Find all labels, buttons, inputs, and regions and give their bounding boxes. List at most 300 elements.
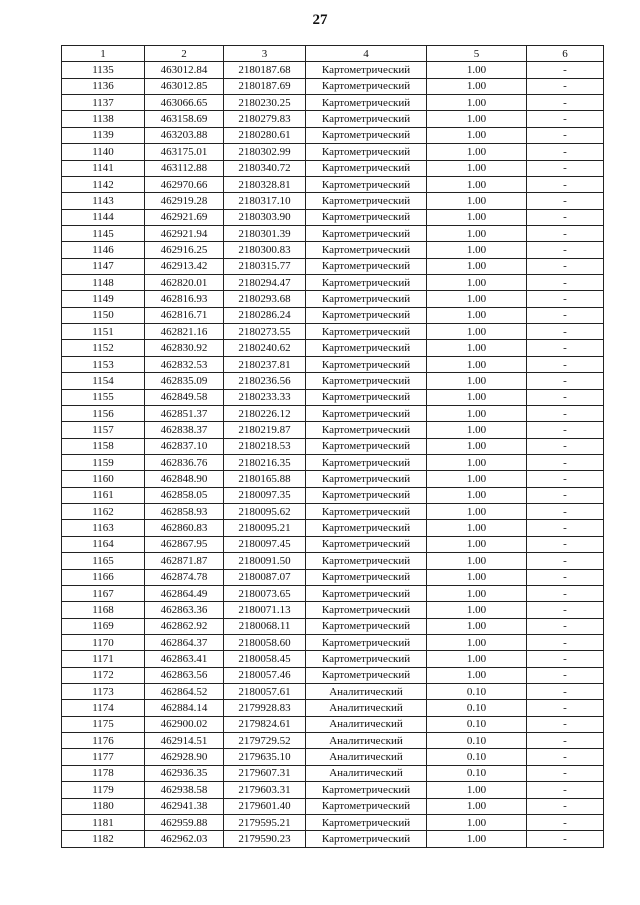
- method-cell: Картометрический: [306, 160, 427, 176]
- accuracy-cell: 1.00: [427, 618, 527, 634]
- accuracy-cell: 1.00: [427, 651, 527, 667]
- accuracy-cell: 1.00: [427, 209, 527, 225]
- table-header-row: [62, 46, 604, 62]
- note-cell: -: [527, 487, 604, 503]
- x-coordinate-cell: 462837.10: [145, 438, 224, 454]
- method-cell: Аналитический: [306, 733, 427, 749]
- x-coordinate-cell: 463112.88: [145, 160, 224, 176]
- y-coordinate-cell: 2180097.35: [224, 487, 306, 503]
- point-number-cell: 1167: [62, 585, 145, 601]
- table-row: [62, 324, 604, 340]
- y-coordinate-cell: 2180286.24: [224, 307, 306, 323]
- note-cell: -: [527, 733, 604, 749]
- note-cell: -: [527, 356, 604, 372]
- point-number-cell: 1139: [62, 127, 145, 143]
- accuracy-cell: 0.10: [427, 716, 527, 732]
- y-coordinate-cell: 2180071.13: [224, 602, 306, 618]
- y-coordinate-cell: 2180279.83: [224, 111, 306, 127]
- note-cell: -: [527, 307, 604, 323]
- table-row: [62, 307, 604, 323]
- note-cell: -: [527, 209, 604, 225]
- table-row: [62, 438, 604, 454]
- y-coordinate-cell: 2180303.90: [224, 209, 306, 225]
- accuracy-cell: 1.00: [427, 144, 527, 160]
- x-coordinate-cell: 462816.93: [145, 291, 224, 307]
- accuracy-cell: 1.00: [427, 307, 527, 323]
- accuracy-cell: 0.10: [427, 749, 527, 765]
- x-coordinate-cell: 463012.85: [145, 78, 224, 94]
- y-coordinate-cell: 2180315.77: [224, 258, 306, 274]
- table-row: [62, 95, 604, 111]
- point-number-cell: 1135: [62, 62, 145, 78]
- x-coordinate-cell: 462921.69: [145, 209, 224, 225]
- x-coordinate-cell: 462936.35: [145, 765, 224, 781]
- point-number-cell: 1140: [62, 144, 145, 160]
- method-cell: Картометрический: [306, 831, 427, 847]
- accuracy-cell: 1.00: [427, 782, 527, 798]
- table-row: [62, 700, 604, 716]
- accuracy-cell: 1.00: [427, 422, 527, 438]
- table-row: [62, 814, 604, 830]
- table-row: [62, 422, 604, 438]
- column-header: 1: [62, 46, 145, 62]
- x-coordinate-cell: 463158.69: [145, 111, 224, 127]
- table-row: [62, 765, 604, 781]
- note-cell: -: [527, 422, 604, 438]
- x-coordinate-cell: 462860.83: [145, 520, 224, 536]
- table-row: [62, 275, 604, 291]
- table-row: [62, 684, 604, 700]
- note-cell: -: [527, 291, 604, 307]
- note-cell: -: [527, 569, 604, 585]
- x-coordinate-cell: 462871.87: [145, 553, 224, 569]
- note-cell: -: [527, 62, 604, 78]
- note-cell: -: [527, 520, 604, 536]
- method-cell: Картометрический: [306, 291, 427, 307]
- note-cell: -: [527, 405, 604, 421]
- table-row: [62, 504, 604, 520]
- point-number-cell: 1164: [62, 536, 145, 552]
- table-row: [62, 78, 604, 94]
- method-cell: Картометрический: [306, 242, 427, 258]
- table-row: [62, 356, 604, 372]
- note-cell: -: [527, 78, 604, 94]
- x-coordinate-cell: 462862.92: [145, 618, 224, 634]
- method-cell: Картометрический: [306, 651, 427, 667]
- accuracy-cell: 0.10: [427, 700, 527, 716]
- table-row: [62, 454, 604, 470]
- accuracy-cell: 1.00: [427, 258, 527, 274]
- method-cell: Картометрический: [306, 618, 427, 634]
- y-coordinate-cell: 2180226.12: [224, 405, 306, 421]
- method-cell: Картометрический: [306, 602, 427, 618]
- y-coordinate-cell: 2180273.55: [224, 324, 306, 340]
- y-coordinate-cell: 2180165.88: [224, 471, 306, 487]
- y-coordinate-cell: 2180087.07: [224, 569, 306, 585]
- y-coordinate-cell: 2180230.25: [224, 95, 306, 111]
- x-coordinate-cell: 462821.16: [145, 324, 224, 340]
- x-coordinate-cell: 462858.93: [145, 504, 224, 520]
- point-number-cell: 1175: [62, 716, 145, 732]
- note-cell: -: [527, 634, 604, 650]
- table-row: [62, 389, 604, 405]
- x-coordinate-cell: 462849.58: [145, 389, 224, 405]
- y-coordinate-cell: 2180293.68: [224, 291, 306, 307]
- x-coordinate-cell: 462830.92: [145, 340, 224, 356]
- x-coordinate-cell: 462874.78: [145, 569, 224, 585]
- table-row: [62, 487, 604, 503]
- point-number-cell: 1149: [62, 291, 145, 307]
- y-coordinate-cell: 2180058.45: [224, 651, 306, 667]
- point-number-cell: 1151: [62, 324, 145, 340]
- table-row: [62, 176, 604, 192]
- column-header: 3: [224, 46, 306, 62]
- accuracy-cell: 1.00: [427, 504, 527, 520]
- note-cell: -: [527, 684, 604, 700]
- point-number-cell: 1146: [62, 242, 145, 258]
- table-row: [62, 651, 604, 667]
- point-number-cell: 1153: [62, 356, 145, 372]
- note-cell: -: [527, 553, 604, 569]
- note-cell: -: [527, 471, 604, 487]
- method-cell: Аналитический: [306, 700, 427, 716]
- table-row: [62, 291, 604, 307]
- table-row: [62, 340, 604, 356]
- point-number-cell: 1180: [62, 798, 145, 814]
- accuracy-cell: 1.00: [427, 438, 527, 454]
- point-number-cell: 1158: [62, 438, 145, 454]
- method-cell: Картометрический: [306, 667, 427, 683]
- x-coordinate-cell: 462820.01: [145, 275, 224, 291]
- point-number-cell: 1147: [62, 258, 145, 274]
- note-cell: -: [527, 749, 604, 765]
- method-cell: Картометрический: [306, 569, 427, 585]
- point-number-cell: 1169: [62, 618, 145, 634]
- x-coordinate-cell: 462962.03: [145, 831, 224, 847]
- method-cell: Картометрический: [306, 356, 427, 372]
- point-number-cell: 1176: [62, 733, 145, 749]
- y-coordinate-cell: 2180095.62: [224, 504, 306, 520]
- note-cell: -: [527, 716, 604, 732]
- method-cell: Картометрический: [306, 553, 427, 569]
- method-cell: Картометрический: [306, 471, 427, 487]
- point-number-cell: 1145: [62, 225, 145, 241]
- method-cell: Картометрический: [306, 454, 427, 470]
- table-row: [62, 749, 604, 765]
- y-coordinate-cell: 2180302.99: [224, 144, 306, 160]
- method-cell: Картометрический: [306, 782, 427, 798]
- y-coordinate-cell: 2180073.65: [224, 585, 306, 601]
- accuracy-cell: 1.00: [427, 324, 527, 340]
- note-cell: -: [527, 585, 604, 601]
- point-number-cell: 1172: [62, 667, 145, 683]
- method-cell: Картометрический: [306, 814, 427, 830]
- accuracy-cell: 1.00: [427, 520, 527, 536]
- accuracy-cell: 1.00: [427, 634, 527, 650]
- accuracy-cell: 1.00: [427, 373, 527, 389]
- method-cell: Картометрический: [306, 275, 427, 291]
- accuracy-cell: 1.00: [427, 78, 527, 94]
- method-cell: Картометрический: [306, 487, 427, 503]
- point-number-cell: 1166: [62, 569, 145, 585]
- point-number-cell: 1179: [62, 782, 145, 798]
- accuracy-cell: 1.00: [427, 275, 527, 291]
- accuracy-cell: 1.00: [427, 291, 527, 307]
- note-cell: -: [527, 193, 604, 209]
- method-cell: Картометрический: [306, 798, 427, 814]
- table-row: [62, 798, 604, 814]
- x-coordinate-cell: 462832.53: [145, 356, 224, 372]
- table-row: [62, 471, 604, 487]
- table-row: [62, 127, 604, 143]
- point-number-cell: 1161: [62, 487, 145, 503]
- table-row: [62, 733, 604, 749]
- accuracy-cell: 1.00: [427, 356, 527, 372]
- accuracy-cell: 1.00: [427, 242, 527, 258]
- table-row: [62, 520, 604, 536]
- point-number-cell: 1157: [62, 422, 145, 438]
- method-cell: Картометрический: [306, 422, 427, 438]
- x-coordinate-cell: 462836.76: [145, 454, 224, 470]
- table-row: [62, 634, 604, 650]
- table-row: [62, 144, 604, 160]
- x-coordinate-cell: 462863.41: [145, 651, 224, 667]
- table-body: [62, 62, 604, 847]
- method-cell: Картометрический: [306, 405, 427, 421]
- method-cell: Картометрический: [306, 373, 427, 389]
- y-coordinate-cell: 2180340.72: [224, 160, 306, 176]
- accuracy-cell: 1.00: [427, 193, 527, 209]
- x-coordinate-cell: 462928.90: [145, 749, 224, 765]
- point-number-cell: 1165: [62, 553, 145, 569]
- point-number-cell: 1160: [62, 471, 145, 487]
- table-row: [62, 667, 604, 683]
- accuracy-cell: 1.00: [427, 569, 527, 585]
- x-coordinate-cell: 462851.37: [145, 405, 224, 421]
- point-number-cell: 1155: [62, 389, 145, 405]
- table-row: [62, 782, 604, 798]
- method-cell: Картометрический: [306, 504, 427, 520]
- y-coordinate-cell: 2180300.83: [224, 242, 306, 258]
- accuracy-cell: 0.10: [427, 733, 527, 749]
- y-coordinate-cell: 2180058.60: [224, 634, 306, 650]
- x-coordinate-cell: 462863.56: [145, 667, 224, 683]
- note-cell: -: [527, 454, 604, 470]
- method-cell: Аналитический: [306, 716, 427, 732]
- table-row: [62, 225, 604, 241]
- method-cell: Картометрический: [306, 438, 427, 454]
- accuracy-cell: 1.00: [427, 225, 527, 241]
- column-header: 2: [145, 46, 224, 62]
- table-row: [62, 242, 604, 258]
- y-coordinate-cell: 2179824.61: [224, 716, 306, 732]
- method-cell: Картометрический: [306, 127, 427, 143]
- y-coordinate-cell: 2180068.11: [224, 618, 306, 634]
- method-cell: Картометрический: [306, 585, 427, 601]
- y-coordinate-cell: 2180301.39: [224, 225, 306, 241]
- method-cell: Картометрический: [306, 307, 427, 323]
- y-coordinate-cell: 2180280.61: [224, 127, 306, 143]
- table-row: [62, 569, 604, 585]
- y-coordinate-cell: 2180240.62: [224, 340, 306, 356]
- point-number-cell: 1143: [62, 193, 145, 209]
- point-number-cell: 1142: [62, 176, 145, 192]
- accuracy-cell: 1.00: [427, 798, 527, 814]
- accuracy-cell: 0.10: [427, 684, 527, 700]
- point-number-cell: 1168: [62, 602, 145, 618]
- x-coordinate-cell: 462884.14: [145, 700, 224, 716]
- y-coordinate-cell: 2180187.68: [224, 62, 306, 78]
- table-row: [62, 258, 604, 274]
- y-coordinate-cell: 2180236.56: [224, 373, 306, 389]
- y-coordinate-cell: 2180057.61: [224, 684, 306, 700]
- x-coordinate-cell: 462835.09: [145, 373, 224, 389]
- coordinates-table: [61, 45, 604, 848]
- note-cell: -: [527, 782, 604, 798]
- point-number-cell: 1174: [62, 700, 145, 716]
- note-cell: -: [527, 324, 604, 340]
- method-cell: Картометрический: [306, 78, 427, 94]
- point-number-cell: 1141: [62, 160, 145, 176]
- accuracy-cell: 0.10: [427, 765, 527, 781]
- x-coordinate-cell: 462864.52: [145, 684, 224, 700]
- table-row: [62, 716, 604, 732]
- note-cell: -: [527, 340, 604, 356]
- table-row: [62, 160, 604, 176]
- note-cell: -: [527, 700, 604, 716]
- method-cell: Картометрический: [306, 209, 427, 225]
- table-row: [62, 209, 604, 225]
- note-cell: -: [527, 258, 604, 274]
- note-cell: -: [527, 438, 604, 454]
- x-coordinate-cell: 462864.37: [145, 634, 224, 650]
- x-coordinate-cell: 463066.65: [145, 95, 224, 111]
- point-number-cell: 1162: [62, 504, 145, 520]
- point-number-cell: 1171: [62, 651, 145, 667]
- note-cell: -: [527, 831, 604, 847]
- x-coordinate-cell: 462838.37: [145, 422, 224, 438]
- accuracy-cell: 1.00: [427, 471, 527, 487]
- note-cell: -: [527, 127, 604, 143]
- x-coordinate-cell: 462867.95: [145, 536, 224, 552]
- point-number-cell: 1152: [62, 340, 145, 356]
- y-coordinate-cell: 2180218.53: [224, 438, 306, 454]
- accuracy-cell: 1.00: [427, 602, 527, 618]
- column-header: 4: [306, 46, 427, 62]
- accuracy-cell: 1.00: [427, 127, 527, 143]
- y-coordinate-cell: 2179607.31: [224, 765, 306, 781]
- y-coordinate-cell: 2180317.10: [224, 193, 306, 209]
- x-coordinate-cell: 462919.28: [145, 193, 224, 209]
- x-coordinate-cell: 462816.71: [145, 307, 224, 323]
- note-cell: -: [527, 111, 604, 127]
- y-coordinate-cell: 2179590.23: [224, 831, 306, 847]
- note-cell: -: [527, 814, 604, 830]
- accuracy-cell: 1.00: [427, 160, 527, 176]
- note-cell: -: [527, 242, 604, 258]
- accuracy-cell: 1.00: [427, 340, 527, 356]
- accuracy-cell: 1.00: [427, 814, 527, 830]
- note-cell: -: [527, 798, 604, 814]
- note-cell: -: [527, 504, 604, 520]
- column-header: 6: [527, 46, 604, 62]
- method-cell: Картометрический: [306, 62, 427, 78]
- method-cell: Картометрический: [306, 225, 427, 241]
- accuracy-cell: 1.00: [427, 667, 527, 683]
- page-number: 27: [312, 12, 328, 28]
- note-cell: -: [527, 667, 604, 683]
- method-cell: Картометрический: [306, 111, 427, 127]
- method-cell: Картометрический: [306, 340, 427, 356]
- accuracy-cell: 1.00: [427, 405, 527, 421]
- y-coordinate-cell: 2179729.52: [224, 733, 306, 749]
- note-cell: -: [527, 618, 604, 634]
- y-coordinate-cell: 2180097.45: [224, 536, 306, 552]
- point-number-cell: 1177: [62, 749, 145, 765]
- column-header: 5: [427, 46, 527, 62]
- point-number-cell: 1163: [62, 520, 145, 536]
- point-number-cell: 1150: [62, 307, 145, 323]
- table-row: [62, 405, 604, 421]
- method-cell: Картометрический: [306, 176, 427, 192]
- note-cell: -: [527, 651, 604, 667]
- x-coordinate-cell: 462864.49: [145, 585, 224, 601]
- accuracy-cell: 1.00: [427, 176, 527, 192]
- y-coordinate-cell: 2180057.46: [224, 667, 306, 683]
- table-row: [62, 585, 604, 601]
- y-coordinate-cell: 2180219.87: [224, 422, 306, 438]
- method-cell: Картометрический: [306, 634, 427, 650]
- accuracy-cell: 1.00: [427, 553, 527, 569]
- method-cell: Аналитический: [306, 749, 427, 765]
- accuracy-cell: 1.00: [427, 487, 527, 503]
- table-row: [62, 373, 604, 389]
- x-coordinate-cell: 463203.88: [145, 127, 224, 143]
- point-number-cell: 1159: [62, 454, 145, 470]
- note-cell: -: [527, 765, 604, 781]
- y-coordinate-cell: 2180187.69: [224, 78, 306, 94]
- point-number-cell: 1148: [62, 275, 145, 291]
- x-coordinate-cell: 463175.01: [145, 144, 224, 160]
- point-number-cell: 1138: [62, 111, 145, 127]
- x-coordinate-cell: 462900.02: [145, 716, 224, 732]
- table-row: [62, 62, 604, 78]
- x-coordinate-cell: 462848.90: [145, 471, 224, 487]
- point-number-cell: 1170: [62, 634, 145, 650]
- accuracy-cell: 1.00: [427, 62, 527, 78]
- accuracy-cell: 1.00: [427, 111, 527, 127]
- y-coordinate-cell: 2179595.21: [224, 814, 306, 830]
- y-coordinate-cell: 2180328.81: [224, 176, 306, 192]
- x-coordinate-cell: 462921.94: [145, 225, 224, 241]
- table-row: [62, 111, 604, 127]
- y-coordinate-cell: 2179928.83: [224, 700, 306, 716]
- table-row: [62, 553, 604, 569]
- accuracy-cell: 1.00: [427, 454, 527, 470]
- point-number-cell: 1144: [62, 209, 145, 225]
- method-cell: Аналитический: [306, 684, 427, 700]
- point-number-cell: 1181: [62, 814, 145, 830]
- x-coordinate-cell: 462970.66: [145, 176, 224, 192]
- point-number-cell: 1156: [62, 405, 145, 421]
- x-coordinate-cell: 462916.25: [145, 242, 224, 258]
- table-row: [62, 602, 604, 618]
- note-cell: -: [527, 373, 604, 389]
- y-coordinate-cell: 2180233.33: [224, 389, 306, 405]
- point-number-cell: 1136: [62, 78, 145, 94]
- method-cell: Картометрический: [306, 324, 427, 340]
- accuracy-cell: 1.00: [427, 831, 527, 847]
